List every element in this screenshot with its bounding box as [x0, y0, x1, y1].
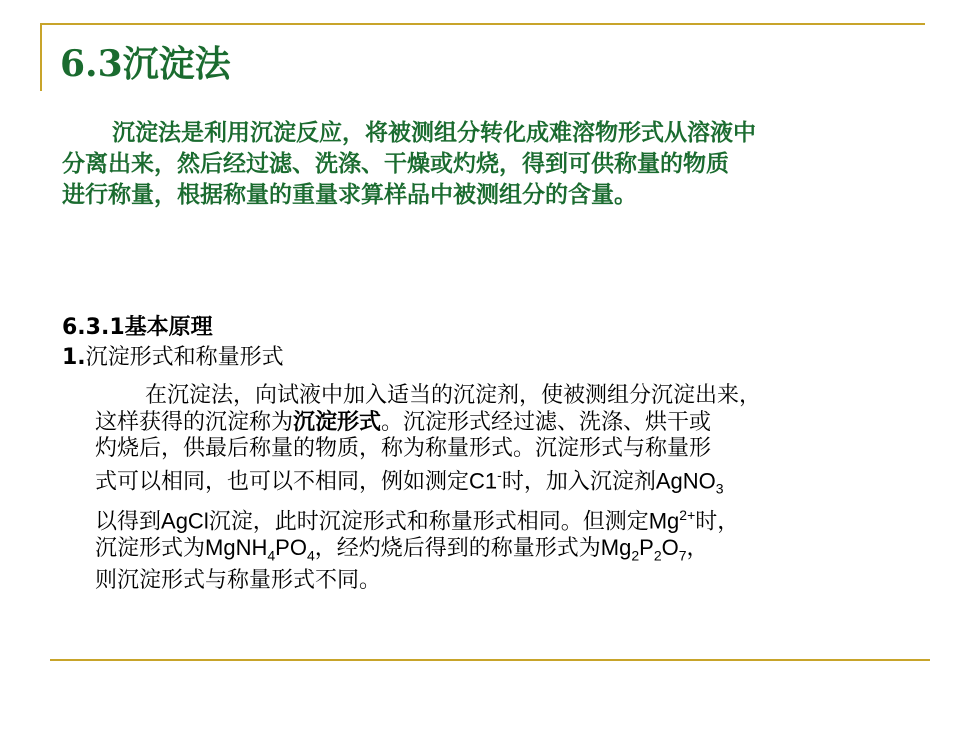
formula-charge: 2+ [679, 506, 696, 523]
formula-mgnh4po4: MgNH [205, 535, 268, 561]
formula-mg2p2o7: O [661, 535, 679, 561]
body-line-1: 在沉淀法，向试液中加入适当的沉淀剂，使被测组分沉淀出来， [145, 383, 762, 408]
body-text-segment: 以得到 [95, 509, 162, 535]
body-line-4 [95, 462, 945, 502]
formula-subscript: 2 [653, 547, 662, 564]
intro-paragraph [62, 118, 932, 211]
body-line-2 [95, 409, 945, 436]
top-divider [40, 23, 925, 25]
body-text-segment: 时，加入沉淀剂 [501, 469, 656, 495]
formula-cl: C1 [469, 468, 498, 494]
formula-subscript: 4 [267, 547, 276, 564]
formula-subscript: 2 [631, 547, 640, 564]
formula-subscript: 3 [715, 480, 724, 497]
body-text-segment: 时， [695, 509, 740, 535]
formula-charge: - [497, 467, 502, 483]
term-precipitate-form: 沉淀形式 [293, 409, 382, 435]
body-line-5 [95, 502, 945, 535]
formula-subscript: 4 [306, 547, 315, 564]
body-text-segment: 沉淀形式为 [95, 536, 206, 562]
body-line-7: 则沉淀形式与称量形式不同。 [95, 568, 382, 594]
section-heading: 6.3.1基本原理 [62, 315, 213, 340]
body-text-segment: 式可以相同，也可以不相同，例如测定 [95, 469, 470, 495]
sub-heading [62, 344, 284, 372]
formula-mgnh4po4: PO [275, 535, 307, 561]
body-text-segment: 这样获得的沉淀称为 [95, 410, 294, 435]
body-line-6 [95, 535, 945, 568]
formula-subscript: 7 [678, 547, 687, 564]
body-text-segment: 沉淀，此时沉淀形式和称量形式相同。但测定 [208, 509, 649, 535]
bottom-divider [50, 659, 930, 661]
formula-agcl: AgCl [161, 508, 209, 534]
body-paragraph [95, 383, 945, 594]
intro-line-2: 分离出来，然后经过滤、洗涤、干燥或灼烧，得到可供称量的物质 [62, 151, 729, 177]
formula-mg: Mg [648, 508, 680, 534]
slide-title: 6.3沉淀法 [60, 43, 231, 85]
body-text-segment: 。沉淀形式经过滤、洗涤、烘干或 [381, 410, 712, 435]
intro-line-3: 进行称量，根据称量的重量求算样品中被测组分的含量。 [62, 182, 637, 208]
body-text-segment: ，经灼烧后得到的称量形式为 [314, 536, 601, 562]
sub-heading-title: 沉淀形式和称量形式 [85, 345, 284, 370]
left-divider [40, 23, 42, 91]
body-line-3: 灼烧后，供最后称量的物质，称为称量形式。沉淀形式与称量形 [95, 436, 712, 461]
body-text-segment: ， [686, 536, 709, 562]
sub-heading-number: 1. [62, 345, 86, 370]
formula-agno3: AgNO [655, 468, 716, 494]
intro-line-1: 沉淀法是利用沉淀反应，将被测组分转化成难溶物形式从溶液中 [112, 120, 756, 146]
formula-mg2p2o7: P [639, 535, 654, 561]
formula-mg2p2o7: Mg [600, 535, 632, 561]
